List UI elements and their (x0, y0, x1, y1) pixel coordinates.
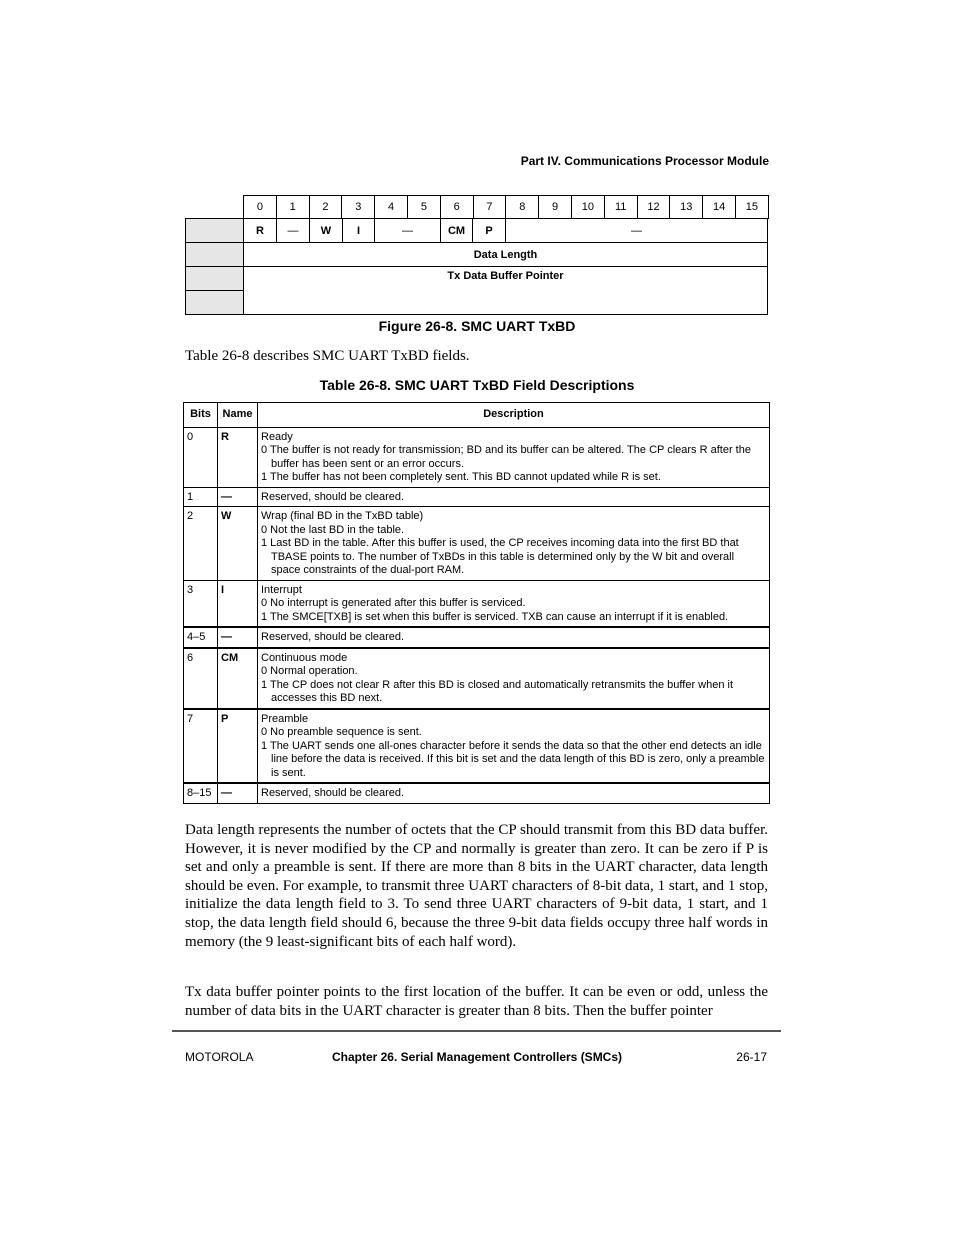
table-row (184, 783, 770, 803)
description-line: 0 No interrupt is generated after this buffer is serviced. (261, 597, 526, 609)
bit-number: 6 (440, 195, 474, 219)
header-bits: Bits (184, 403, 218, 428)
table-row (184, 627, 770, 648)
description-line: Continuous mode (261, 651, 348, 664)
offset-cell-6 (185, 290, 244, 315)
cell-bits: 2 (184, 507, 218, 581)
table-row (184, 507, 770, 581)
description-line: 0 The buffer is not ready for transmission; BD and its buffer can be altered. The CP clears R after the buffer has been sent or an error occurs. (261, 444, 751, 470)
description-line: 1 Last BD in the table. After this buffer is used, the CP receives incoming data into the first BD that TBASE points to. The number of TxBDs in this table is determined only by the W bit and overall space constraints of the dual-port RAM. (261, 537, 739, 576)
field-reserved-8-15: — (505, 218, 768, 243)
cell-bits: 6 (184, 648, 218, 709)
cell-description (258, 648, 770, 709)
cell-name: R (218, 427, 258, 487)
description-line: Reserved, should be cleared. (261, 631, 405, 643)
cell-bits: 4–5 (184, 627, 218, 648)
cell-bits: 1 (184, 487, 218, 507)
field-data-length: Data Length (243, 242, 768, 267)
description-line: Preamble (261, 712, 309, 725)
footer-company: MOTOROLA (185, 1050, 254, 1064)
figure-caption: Figure 26-8. SMC UART TxBD (378, 318, 576, 334)
footer-chapter: Chapter 26. Serial Management Controllers (SMCs) (331, 1050, 623, 1064)
description-line: 1 The UART sends one all-ones character before it sends the data so that the other end detects an idle line before the data is received. If this bit is set and the data length of this BD is zero, only a preamble is sent. (261, 739, 765, 779)
description-line: Wrap (final BD in the TxBD table) (261, 510, 424, 522)
description-line: 1 The buffer has not been completely sent. This BD cannot updated while R is set. (261, 471, 661, 483)
field-i: I (342, 218, 375, 243)
description-line: 0 Not the last BD in the table. (261, 523, 405, 536)
bit-number: 10 (571, 195, 605, 219)
cell-bits: 8–15 (184, 783, 218, 803)
header-name: Name (218, 403, 258, 428)
bit-number: 1 (276, 195, 310, 219)
bit-number: 2 (309, 195, 343, 219)
cell-name: — (218, 783, 258, 803)
cell-description (258, 507, 770, 581)
field-cm: CM (440, 218, 473, 243)
table-row (184, 580, 770, 627)
paragraph-data-length: Data length represents the number of octets that the CP should transmit from this BD data buffer. However, it is never modified by the CP and normally is greater than zero. It can be zero if P is set and only a preamble is sent. If there are more than 8 bits in the UART character, data length should be even. For example, to transmit three UART characters of 8-bit data, 1 start, and 1 stop, initialize the data length field to 3. To send three UART characters of 9-bit data, 1 start, and 1 stop, the data length field should 6, because the three 9-bit data fields occupy three half words in memory (the 9 least-significant bits of each half word). (185, 822, 768, 950)
offset-cell-0 (185, 218, 244, 243)
footer-rule (172, 1030, 781, 1032)
cell-description (258, 783, 770, 803)
bit-number: 7 (473, 195, 507, 219)
description-line: Interrupt (261, 583, 302, 596)
bit-number: 9 (538, 195, 572, 219)
table-header-row (184, 403, 770, 428)
table-row (184, 709, 770, 784)
table-row (184, 648, 770, 709)
field-reserved-1: — (276, 218, 310, 243)
bit-number: 5 (407, 195, 441, 219)
bit-number: 3 (341, 195, 375, 219)
description-line: 0 Normal operation. (261, 665, 358, 677)
cell-description (258, 627, 770, 648)
cell-description (258, 427, 770, 487)
cell-description (258, 487, 770, 507)
offset-cell-2 (185, 242, 244, 267)
field-description-table (183, 402, 770, 804)
description-line: 0 No preamble sequence is sent. (261, 726, 422, 738)
cell-name: P (218, 709, 258, 784)
description-line: 1 The CP does not clear R after this BD is closed and automatically retransmits the buffer when it accesses this BD next. (261, 678, 734, 704)
footer-page-number: 26-17 (736, 1050, 767, 1064)
header-description: Description (258, 403, 770, 428)
intro-sentence: Table 26-8 describes SMC UART TxBD fields. (185, 348, 470, 364)
bit-number: 12 (637, 195, 671, 219)
running-header: Part IV. Communications Processor Module (520, 154, 769, 168)
paragraph-tx-pointer: Tx data buffer pointer points to the first location of the buffer. It can be even or odd, unless the number of data bits in the UART character is greater than 8 bits. Then the buffer pointer (185, 984, 768, 1019)
cell-bits: 0 (184, 427, 218, 487)
field-p: P (472, 218, 506, 243)
cell-name: — (218, 487, 258, 507)
description-line: Ready (261, 430, 293, 443)
cell-bits: 7 (184, 709, 218, 784)
bit-number: 15 (735, 195, 769, 219)
table-row (184, 487, 770, 507)
cell-name: I (218, 580, 258, 627)
field-tx-data-buffer-pointer: Tx Data Buffer Pointer (243, 266, 768, 315)
description-line: 1 The SMCE[TXB] is set when this buffer is serviced. TXB can cause an interrupt if it is enabled. (261, 610, 729, 623)
field-reserved-4-5: — (374, 218, 441, 243)
description-line: Reserved, should be cleared. (261, 490, 405, 503)
cell-description (258, 580, 770, 627)
offset-cell-4 (185, 266, 244, 291)
description-line: Reserved, should be cleared. (261, 787, 405, 799)
table-title: Table 26-8. SMC UART TxBD Field Descriptions (319, 377, 635, 393)
field-w: W (309, 218, 343, 243)
cell-name: CM (218, 648, 258, 709)
bit-number: 14 (702, 195, 736, 219)
bit-number: 11 (604, 195, 638, 219)
cell-bits: 3 (184, 580, 218, 627)
bit-number: 8 (505, 195, 539, 219)
bit-number: 0 (243, 195, 277, 219)
cell-name: — (218, 627, 258, 648)
cell-description (258, 709, 770, 784)
cell-name: W (218, 507, 258, 581)
txbd-bit-figure (185, 195, 768, 315)
table-row (184, 427, 770, 487)
bit-number: 4 (374, 195, 408, 219)
field-r: R (243, 218, 277, 243)
bit-number: 13 (669, 195, 703, 219)
